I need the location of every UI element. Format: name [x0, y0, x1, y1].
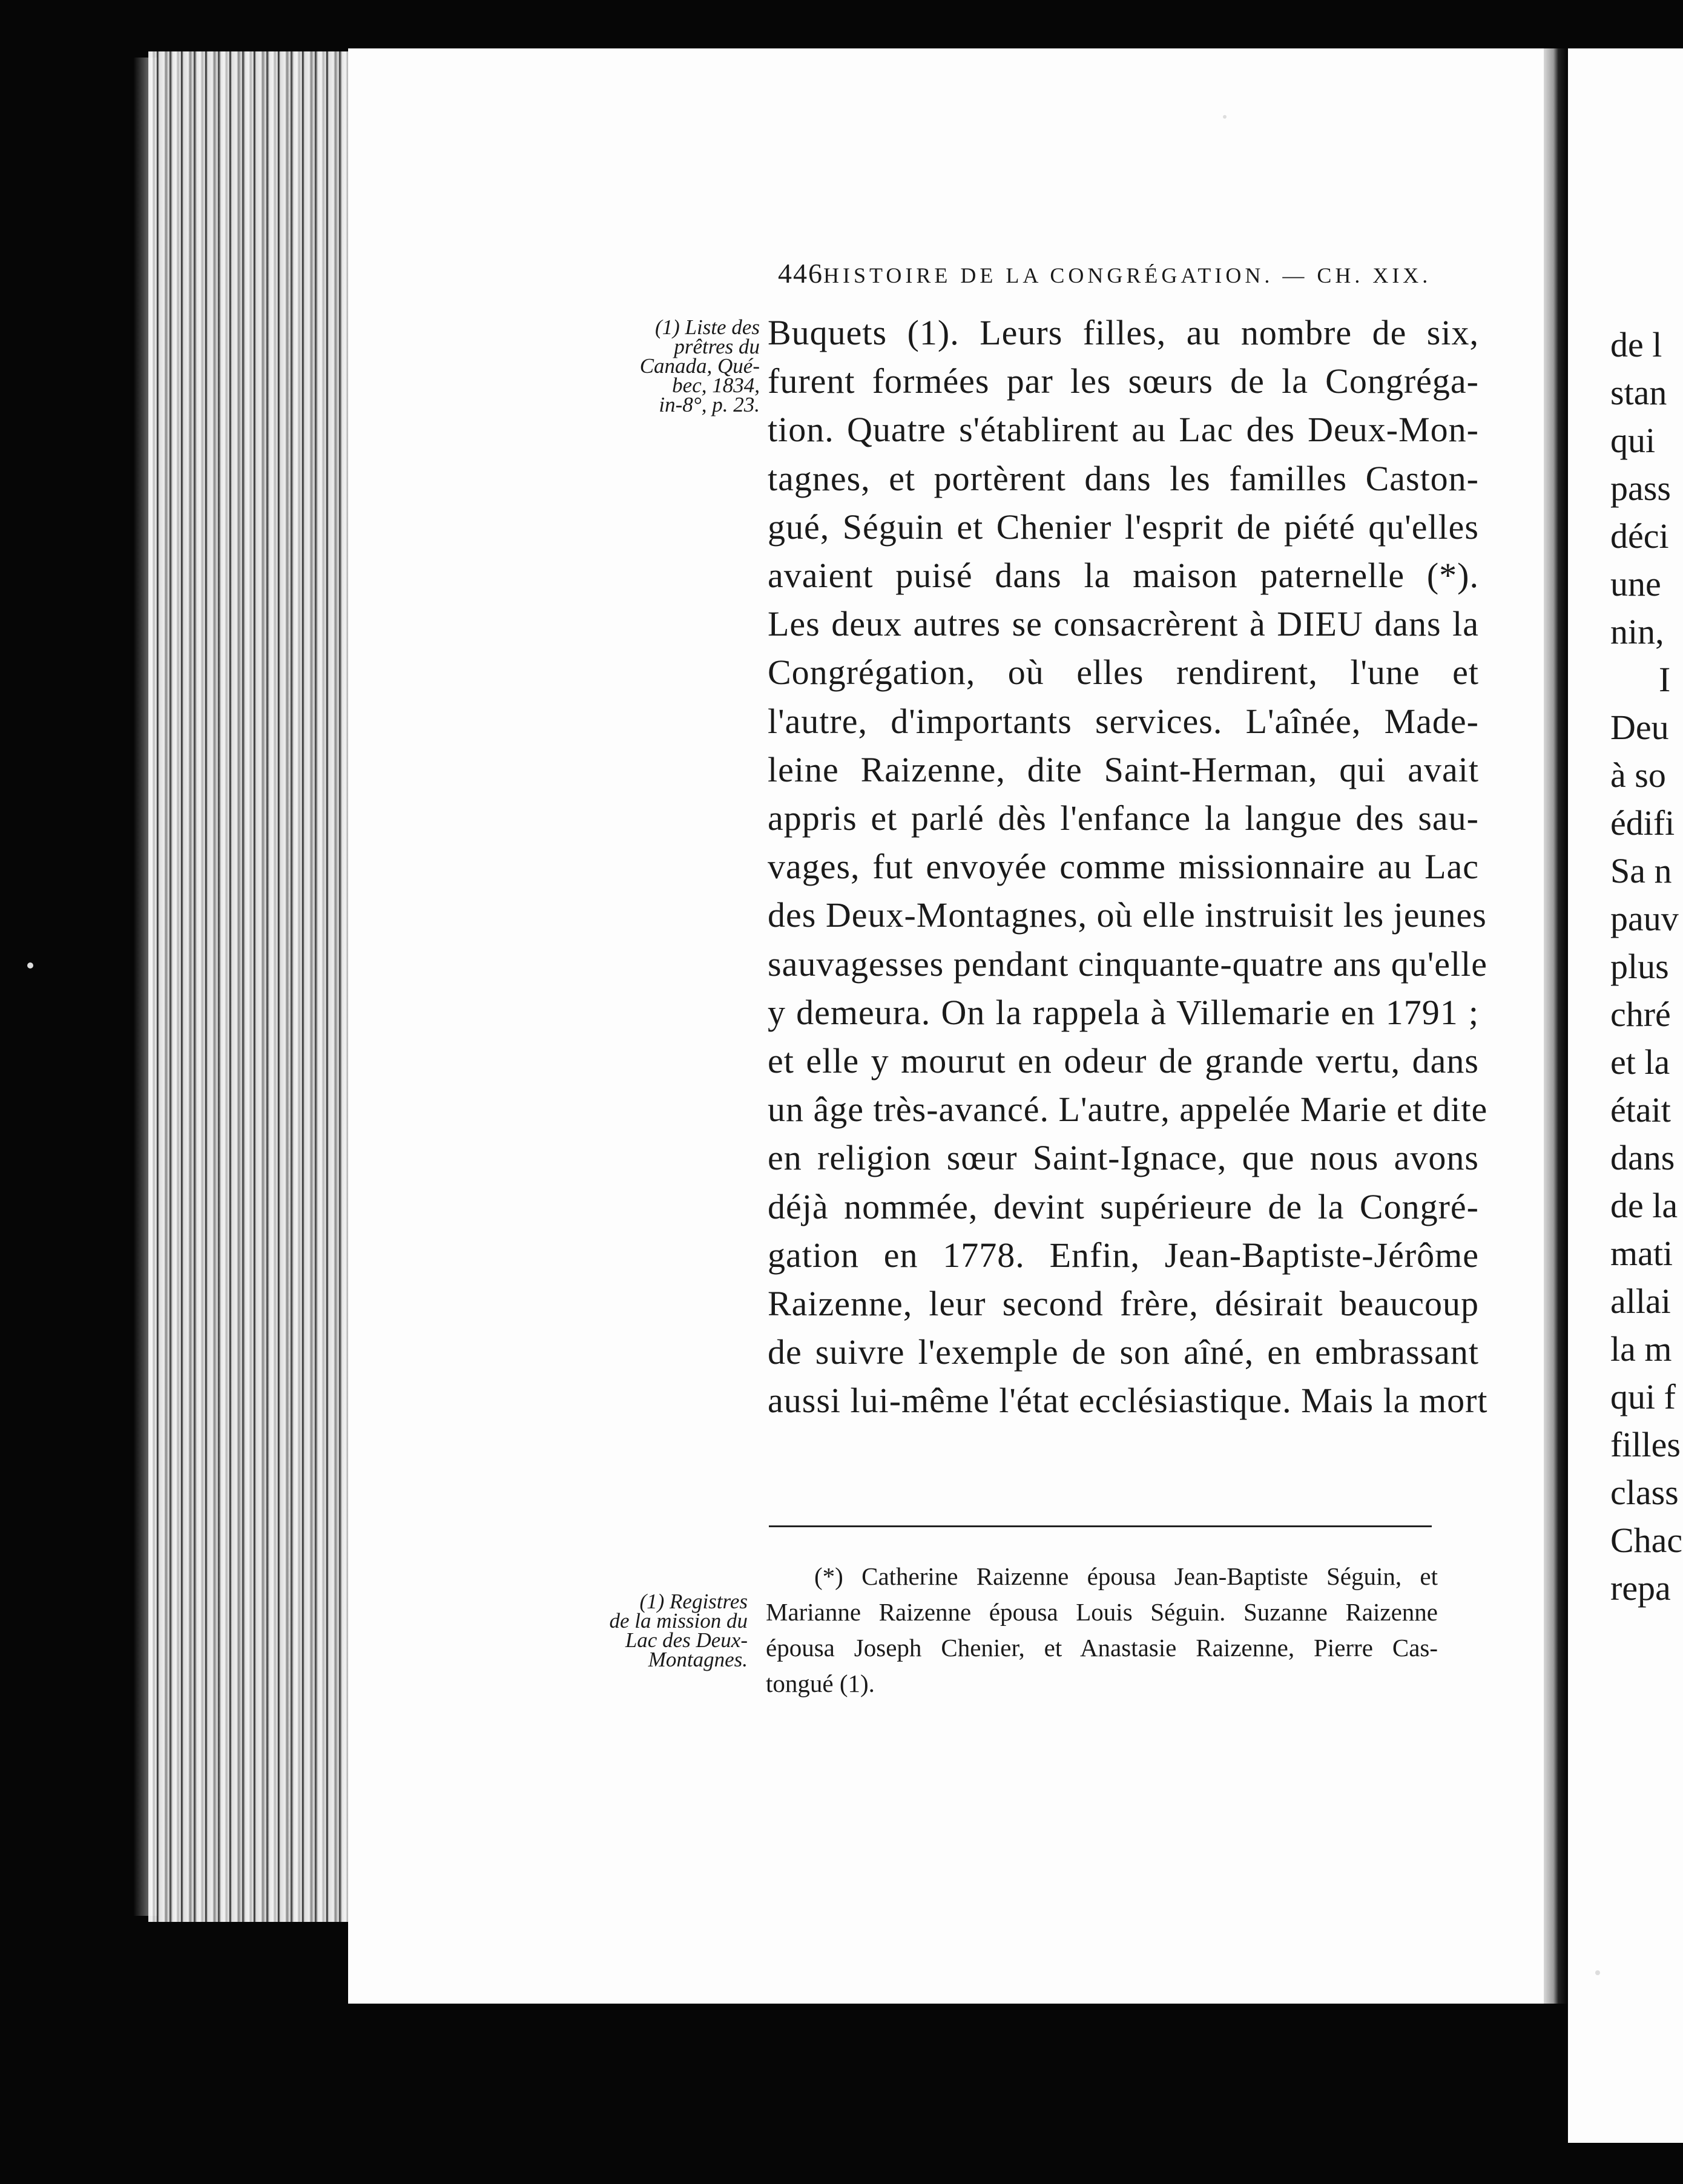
facing-line: class — [1610, 1473, 1679, 1512]
body-line: l'autre, d'importants services. L'aînée, Made- — [768, 701, 1479, 741]
paper-speck — [27, 962, 33, 969]
body-line: Buquets (1). Leurs filles, au nombre de six, — [768, 313, 1479, 352]
facing-line: était — [1610, 1090, 1671, 1130]
facing-line: qui f — [1610, 1377, 1676, 1416]
facing-line: filles — [1610, 1425, 1681, 1464]
body-line: et elle y mourut en odeur de grande vertu, dans — [768, 1041, 1479, 1081]
side-note-line: de la mission du — [609, 1609, 748, 1633]
footnote-line: tongué (1). — [766, 1669, 875, 1697]
side-note-line: (1) Liste des — [654, 315, 760, 339]
body-line: en religion sœur Saint-Ignace, que nous avons — [768, 1138, 1479, 1178]
facing-line: pauv — [1610, 899, 1679, 938]
facing-line: Deu — [1610, 708, 1669, 747]
body-line: Les deux autres se consacrèrent à DIEU dans la — [768, 604, 1479, 644]
side-note-line: bec, 1834, — [672, 373, 760, 397]
paper-speck — [1223, 115, 1227, 119]
footnote-line: (*) Catherine Raizenne épousa Jean-Baptiste Séguin, et — [814, 1562, 1438, 1590]
page-number: 446 — [778, 258, 823, 289]
side-note-bottom — [581, 1592, 748, 1669]
facing-line: plus — [1610, 947, 1669, 986]
side-note-line: Lac des Deux- — [625, 1628, 748, 1652]
body-line: de suivre l'exemple de son aîné, en embrassant — [768, 1332, 1479, 1372]
facing-line: repa — [1610, 1568, 1671, 1608]
facing-line: dans — [1610, 1138, 1675, 1177]
footnote-line: épousa Joseph Chenier, et Anastasie Raizenne, Pierre Cas- — [766, 1634, 1438, 1662]
facing-line: une — [1610, 564, 1661, 604]
side-note-top — [605, 315, 760, 416]
body-line: Raizenne, leur second frère, désirait beaucoup — [768, 1284, 1479, 1324]
side-note-line: Canada, Qué- — [639, 354, 760, 378]
paper-speck — [1595, 1970, 1600, 1975]
facing-line: Chac — [1610, 1521, 1683, 1560]
facing-line: I — [1659, 660, 1671, 699]
facing-line: pass — [1610, 469, 1671, 508]
facing-line: la m — [1610, 1329, 1672, 1369]
facing-line: édifi — [1610, 803, 1675, 843]
body-line: aussi lui-même l'état ecclésiastique. Mais la mort — [768, 1381, 1488, 1421]
book-page-edges — [148, 51, 348, 1922]
facing-line: stan — [1610, 373, 1667, 412]
body-line: tagnes, et portèrent dans les familles Caston- — [768, 458, 1479, 498]
facing-line: chré — [1610, 995, 1671, 1034]
body-line: Congrégation, où elles rendirent, l'une et — [768, 653, 1479, 692]
side-note-line: (1) Registres — [639, 1590, 748, 1613]
side-note-line: Montagnes. — [648, 1648, 748, 1671]
facing-line: à so — [1610, 755, 1666, 795]
facing-line: de l — [1610, 325, 1662, 364]
running-header — [778, 257, 1432, 289]
facing-page-text — [1610, 321, 1683, 1612]
body-line: avaient puisé dans la maison paternelle (*). — [768, 556, 1479, 596]
body-line: tion. Quatre s'établirent au Lac des Deux-Mon- — [768, 410, 1479, 450]
body-line: gué, Séguin et Chenier l'esprit de piété qu'elles — [768, 507, 1479, 547]
facing-line: de la — [1610, 1186, 1678, 1225]
body-line: appris et parlé dès l'enfance la langue des sau- — [768, 798, 1479, 838]
facing-line: mati — [1610, 1234, 1673, 1273]
body-text — [768, 309, 1488, 1426]
footnote-rule — [769, 1525, 1432, 1527]
footnote — [766, 1559, 1438, 1702]
body-line: des Deux-Montagnes, où elle instruisit les jeunes — [768, 895, 1487, 935]
footnote-line: Marianne Raizenne épousa Louis Séguin. Suzanne Raizenne — [766, 1598, 1438, 1626]
body-line: leine Raizenne, dite Saint-Herman, qui avait — [768, 749, 1479, 789]
facing-line: Sa n — [1610, 851, 1672, 890]
facing-line: et la — [1610, 1042, 1670, 1082]
facing-line: nin, — [1610, 612, 1664, 651]
body-line: vages, fut envoyée comme missionnaire au Lac — [768, 847, 1479, 887]
body-line: déjà nommée, devint supérieure de la Congré- — [768, 1186, 1479, 1226]
facing-line: allai — [1610, 1281, 1671, 1321]
facing-line: déci — [1610, 516, 1669, 556]
running-head-title: HISTOIRE DE LA CONGRÉGATION. — CH. XIX. — [823, 263, 1432, 288]
body-line: gation en 1778. Enfin, Jean-Baptiste-Jérôme — [768, 1235, 1479, 1275]
body-line: un âge très-avancé. L'autre, appelée Marie et dite — [768, 1090, 1488, 1130]
body-line: sauvagesses pendant cinquante-quatre ans qu'elle — [768, 944, 1488, 984]
side-note-line: prêtres du — [674, 335, 760, 358]
body-line: y demeura. On la rappela à Villemarie en 1791 ; — [768, 992, 1479, 1032]
facing-line: qui — [1610, 421, 1656, 460]
body-line: furent formées par les sœurs de la Congréga- — [768, 361, 1479, 401]
book-gutter — [1544, 48, 1568, 2004]
side-note-line: in-8°, p. 23. — [659, 393, 760, 416]
